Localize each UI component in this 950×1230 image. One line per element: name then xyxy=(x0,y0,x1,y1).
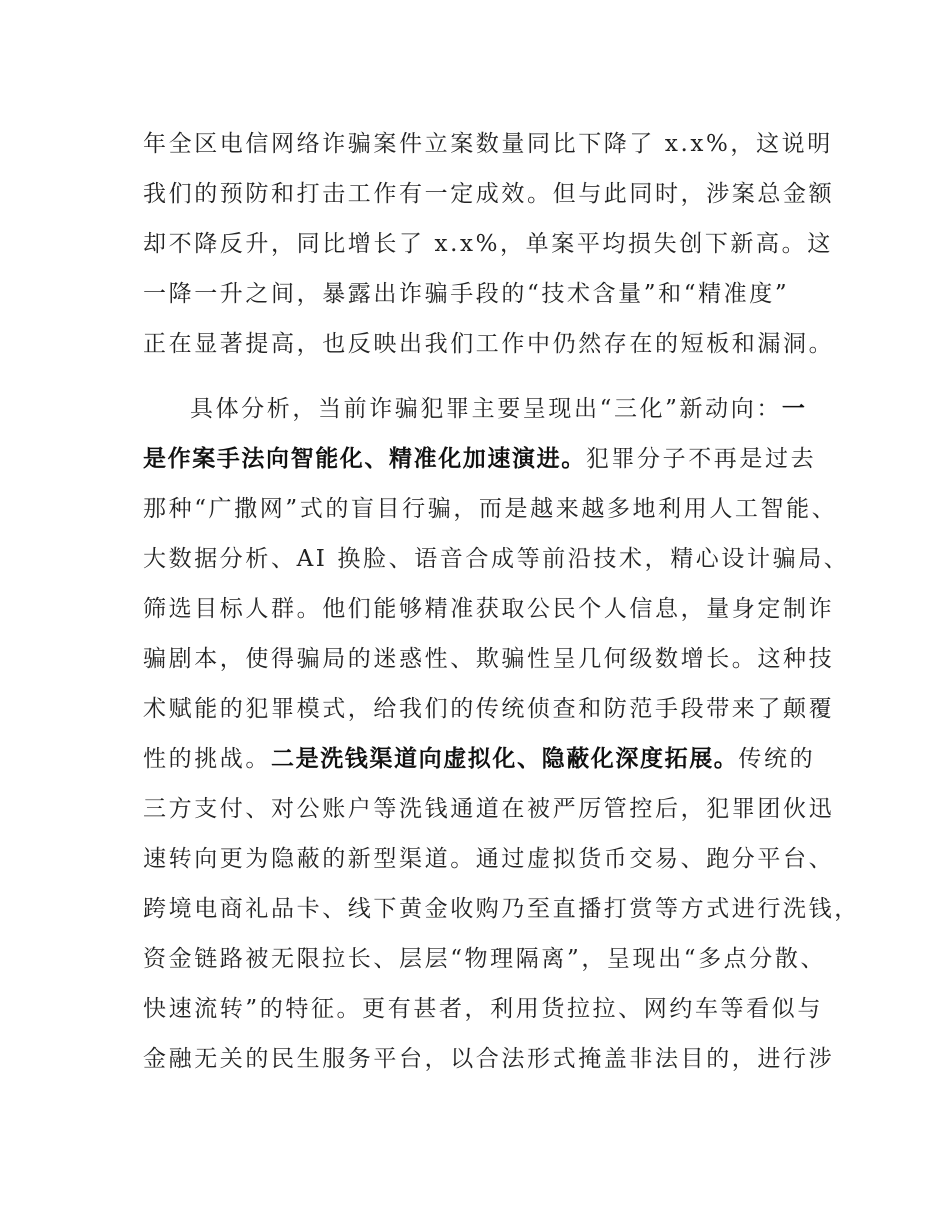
plain-text: 性的挑战。 xyxy=(143,746,271,772)
plain-text: 犯罪分子不再是过去 xyxy=(585,446,817,472)
text-line: 术赋能的犯罪模式，给我们的传统侦查和防范手段带来了颠覆 xyxy=(143,696,835,722)
text-line: 我们的预防和打击工作有一定成效。但与此同时，涉案总金额 xyxy=(143,181,835,207)
text-line: 大数据分析、AI 换脸、语音合成等前沿技术，精心设计骗局、 xyxy=(143,546,850,572)
text-line: 却不降反升，同比增长了 x.x%，单案平均损失创下新高。这 xyxy=(143,231,833,257)
text-line: 跨境电商礼品卡、线下黄金收购乃至直播打赏等方式进行洗钱， xyxy=(143,896,860,922)
text-line: 速转向更为隐蔽的新型渠道。通过虚拟货币交易、跑分平台、 xyxy=(143,846,835,872)
text-line: 那种“广撒网”式的盲目行骗，而是越来越多地利用人工智能、 xyxy=(143,496,838,522)
text-line xyxy=(143,745,815,773)
bold-text: 二是洗钱渠道向虚拟化、隐蔽化深度拓展。 xyxy=(271,746,739,772)
text-line: 骗剧本，使得骗局的迷惑性、欺骗性呈几何级数增长。这种技 xyxy=(143,646,835,672)
text-line xyxy=(143,445,816,473)
text-line xyxy=(190,395,807,423)
bold-text: 一 xyxy=(781,396,807,422)
text-line: 正在显著提高，也反映出我们工作中仍然存在的短板和漏洞。 xyxy=(143,331,835,357)
plain-text: 传统的 xyxy=(738,746,816,772)
text-line: 年全区电信网络诈骗案件立案数量同比下降了 x.x%，这说明 xyxy=(143,131,833,157)
text-line: 三方支付、对公账户等洗钱通道在被严厉管控后，犯罪团伙迅 xyxy=(143,796,835,822)
plain-text: 具体分析，当前诈骗犯罪主要呈现出“三化”新动向： xyxy=(190,396,782,422)
text-line: 筛选目标人群。他们能够精准获取公民个人信息，量身定制诈 xyxy=(143,596,835,622)
text-line: 金融无关的民生服务平台，以合法形式掩盖非法目的，进行涉 xyxy=(143,1046,835,1072)
text-line: 资金链路被无限拉长、层层“物理隔离”，呈现出“多点分散、 xyxy=(143,946,827,972)
text-line: 快速流转”的特征。更有甚者，利用货拉拉、网约车等看似与 xyxy=(143,996,823,1022)
text-line: 一降一升之间，暴露出诈骗手段的“技术含量”和“精准度” xyxy=(143,281,790,307)
bold-text: 是作案手法向智能化、精准化加速演进。 xyxy=(143,446,586,472)
